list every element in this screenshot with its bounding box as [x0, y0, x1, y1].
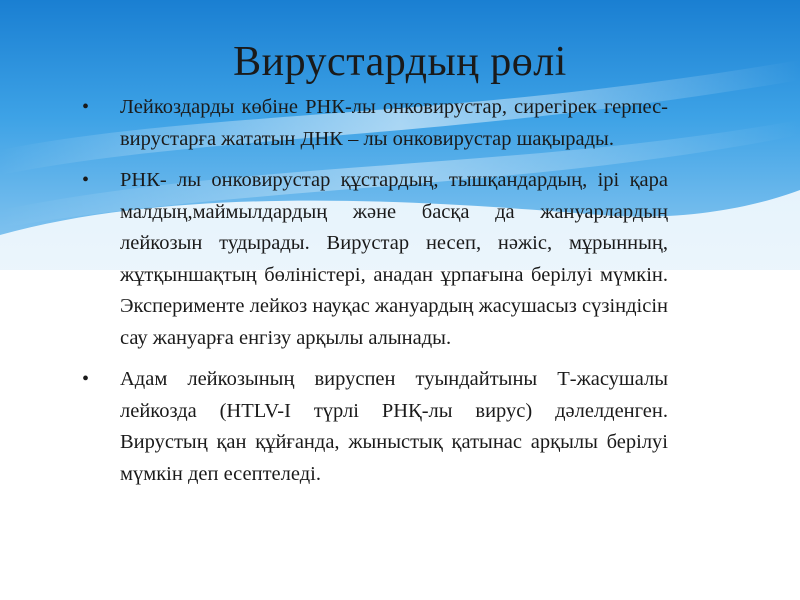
- bullet-text: Адам лейкозының вируспен туындайтыны Т-жасушалы лейкозда (HTLV-I түрлі РНҚ-лы вирус) дәлелденген. Вирустың қан құйғанда, жыныстық қатынас арқылы берілуі мүмкін деп есептеледі.: [120, 368, 668, 485]
- slide-title: Вирустардың рөлі: [233, 39, 567, 85]
- bullet-item: [80, 165, 668, 354]
- bullet-icon: •: [82, 368, 90, 390]
- bullet-text: Лейкоздарды көбіне РНК-лы онковирустар, сирегірек герпес-вирустарға жататын ДНК – лы онковирустар шақырады.: [120, 96, 668, 150]
- bullet-text: РНК- лы онковирустар құстардың, тышқандардың, ірі қара малдың,маймылдардың және басқа да жануарлардың лейкозын тудырады. Вирустар несеп, нәжіс, мұрынның, жұтқыншақтың бөліністері, анадан ұрпағына берілуі мүмкін. Эксперименте лейкоз науқас жануардың жасушасыз сүзіндісін сау жануарға енгізу арқылы алынады.: [120, 169, 668, 349]
- bullet-item: [80, 364, 668, 490]
- bullet-icon: •: [82, 169, 90, 191]
- bullet-item: [80, 92, 668, 155]
- bullet-list: [80, 92, 668, 500]
- bullet-icon: •: [82, 96, 90, 118]
